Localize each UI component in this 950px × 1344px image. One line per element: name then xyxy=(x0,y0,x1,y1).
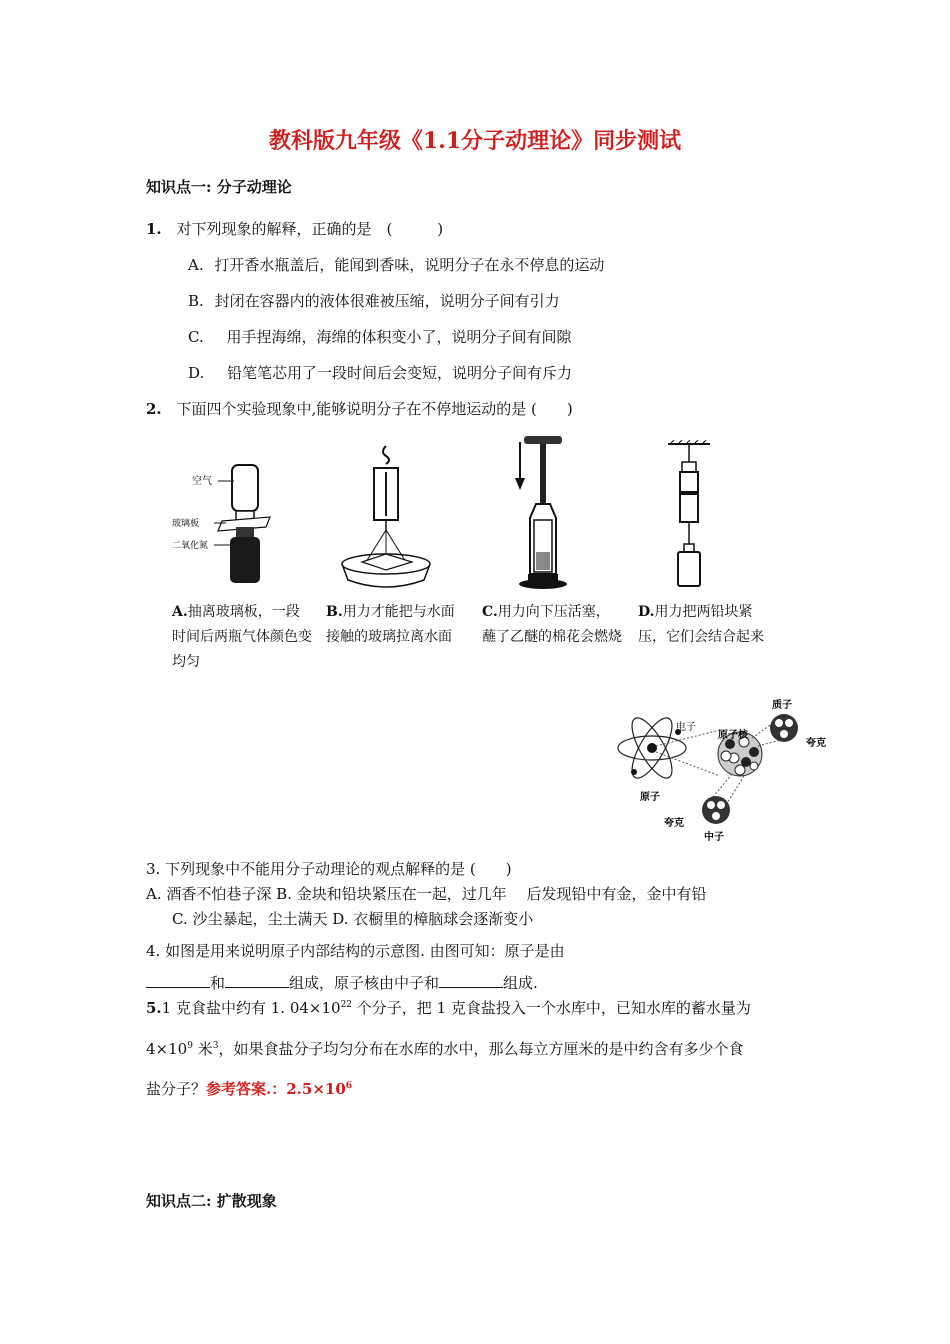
question-1-option-a xyxy=(188,254,604,275)
option-label: A. xyxy=(188,256,204,274)
label-quark-1: 夸克 xyxy=(806,738,826,749)
label-proton: 质子 xyxy=(772,700,792,711)
caption-text: 用力向下压活塞，蘸了乙醚的棉花会燃烧 xyxy=(482,604,622,645)
hook-icon xyxy=(383,446,389,464)
caption-text: 用力才能把与水面接触的玻璃拉离水面 xyxy=(326,604,455,645)
label-nucleus: 原子核 xyxy=(718,730,748,741)
weight-neck xyxy=(684,544,694,552)
connector-line xyxy=(656,752,720,776)
option-text: 封闭在容器内的液体很难被压缩，说明分子间有引力 xyxy=(214,292,560,310)
question-1-number: 1. xyxy=(146,220,162,238)
label-quark-2: 夸克 xyxy=(664,818,684,829)
answer-blank-1[interactable] xyxy=(146,973,210,988)
connector-line xyxy=(712,774,732,798)
text-composition: 组成，原子核由中子和 xyxy=(289,974,440,992)
question-1-stem: 对下列现象的解释，正确的是 ( ) xyxy=(176,220,444,238)
label-no2: 二氧化氮 xyxy=(172,541,209,551)
question-5-line-3 xyxy=(146,1078,352,1099)
option-text: 打开香水瓶盖后，能闻到香味，说明分子在永不停息的运动 xyxy=(214,256,605,274)
option-text: 用手捏海绵，海绵的体积变小了，说明分子间有间隙 xyxy=(226,328,572,346)
proton-detail xyxy=(770,714,798,742)
bottom-bottle-shape xyxy=(230,537,260,583)
question-1-option-b xyxy=(188,290,560,311)
lead-block-bottom xyxy=(680,494,698,522)
text-and: 和 xyxy=(210,974,226,992)
answer-blank-3[interactable] xyxy=(439,973,503,988)
atom-structure-figure xyxy=(612,686,834,856)
caption-label: A. xyxy=(172,604,188,620)
piston-rod xyxy=(540,444,546,504)
section-heading-2: 知识点二: 扩散现象 xyxy=(146,1192,277,1210)
page-title: 教科版九年级《1.1分子动理论》同步测试 xyxy=(268,128,682,154)
answer-blank-2[interactable] xyxy=(225,973,289,988)
question-2-stem: 下面四个实验现象中,能够说明分子在不停地运动的是 ( ) xyxy=(176,400,573,418)
caption-text: 用力把两铅块紧压，它们会结合起来 xyxy=(638,604,764,645)
text-end: 组成. xyxy=(503,974,538,992)
question-5-line-2 xyxy=(146,1038,743,1059)
answer-label: 参考答案.： xyxy=(206,1080,287,1098)
question-1 xyxy=(146,218,443,239)
label-glass-plate: 玻璃板 xyxy=(172,519,200,529)
caption-c xyxy=(482,600,622,650)
label-air: 空气 xyxy=(192,476,212,487)
figure-c-piston xyxy=(510,434,590,594)
caption-d xyxy=(638,600,778,650)
exponent: 22 xyxy=(340,1000,353,1010)
text: ，如果食盐分子均匀分布在水库的水中，那么每立方厘米的是中约含有多少个食 xyxy=(218,1040,744,1058)
weight xyxy=(678,552,700,586)
question-1-option-d xyxy=(188,362,572,383)
exponent: 9 xyxy=(187,1041,193,1051)
question-5-number: 5. xyxy=(146,999,162,1017)
arrow-down-icon xyxy=(515,478,525,490)
question-4-line-1: 4. 如图是用来说明原子内部结构的示意图. 由图可知：原子是由 xyxy=(146,942,565,960)
question-3-options-line-2: C. 沙尘暴起，尘土满天 D. 衣橱里的樟脑球会逐渐变小 xyxy=(172,910,534,928)
top-bottle-shape xyxy=(232,465,258,511)
caption-label: B. xyxy=(326,604,343,620)
answer-exponent: 6 xyxy=(345,1081,353,1091)
stand-base xyxy=(519,579,567,589)
caption-text: 抽离玻璃板，一段时间后两瓶气体颜色变均匀 xyxy=(172,604,312,670)
figure-b-spring-scale xyxy=(340,444,440,594)
question-4-line-2 xyxy=(146,972,538,993)
text: 个分子，把 1 克食盐投入一个水库中，已知水库的蓄水量为 xyxy=(352,999,751,1017)
section-heading-1: 知识点一: 分子动理论 xyxy=(146,178,292,196)
hook-block xyxy=(682,462,696,472)
text: 米 xyxy=(192,1040,213,1058)
text: 盐分子？ xyxy=(146,1080,207,1098)
label-neutron: 中子 xyxy=(704,832,724,843)
figure-d-lead-blocks xyxy=(660,440,720,590)
question-1-option-c xyxy=(188,326,572,347)
lead-block-top xyxy=(680,472,698,492)
answer-value: 2.5×10 xyxy=(286,1080,346,1098)
option-label: C. xyxy=(188,328,204,346)
question-3-options-line-1: A. 酒香不怕巷子深 B. 金块和铅块紧压在一起，过几年 后发现铅中有金，金中有铅 xyxy=(146,885,707,903)
bottom-bottle-neck xyxy=(236,527,254,537)
caption-label: C. xyxy=(482,604,498,620)
caption-b xyxy=(326,600,466,650)
option-label: D. xyxy=(188,364,205,382)
option-text: 铅笔笔芯用了一段时间后会变短，说明分子间有斥力 xyxy=(227,364,573,382)
exponent: 3 xyxy=(212,1041,219,1051)
question-2-number: 2. xyxy=(146,400,162,418)
option-label: B. xyxy=(188,292,204,310)
question-5-line-1 xyxy=(146,997,751,1018)
text: 4×10 xyxy=(146,1040,188,1058)
question-2 xyxy=(146,398,573,419)
label-atom: 原子 xyxy=(640,792,660,803)
piston-handle xyxy=(524,436,562,444)
text: 1 克食盐中约有 1. 04×10 xyxy=(161,999,341,1017)
caption-label: D. xyxy=(638,604,655,620)
label-electron: 电子 xyxy=(676,722,696,733)
neutron-detail xyxy=(702,796,730,824)
cotton xyxy=(536,552,550,570)
caption-a xyxy=(172,600,312,675)
question-3-stem: 3. 下列现象中不能用分子动理论的观点解释的是 ( ) xyxy=(146,860,512,878)
figure-a-diffusion-bottles xyxy=(170,455,280,590)
